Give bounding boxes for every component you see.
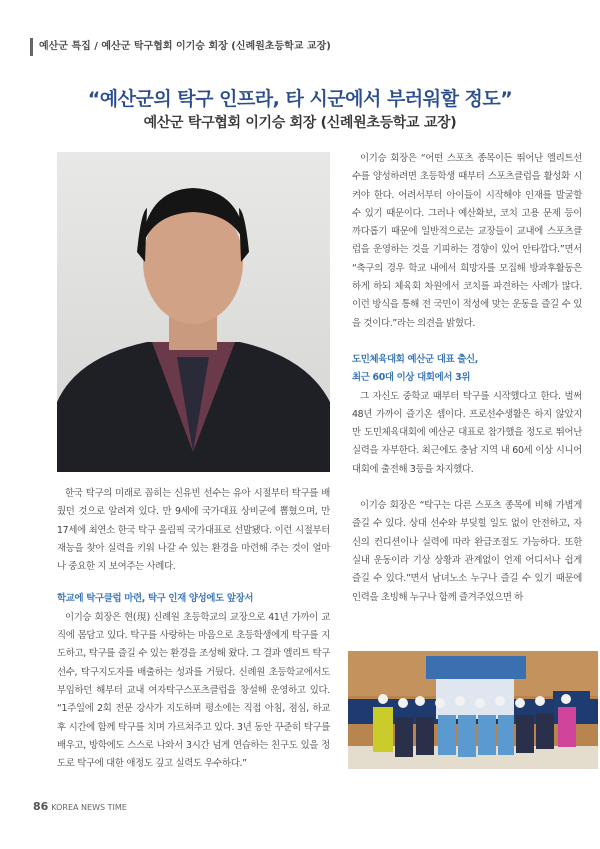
right-column bbox=[352, 150, 582, 607]
subheading: 도민체육대회 예산군 대표 출신, bbox=[352, 353, 478, 365]
publication-name: KOREA NEWS TIME bbox=[51, 803, 127, 812]
team-photo bbox=[348, 651, 598, 769]
body-paragraph: 이기승 회장은 현(現) 신례원 초등학교의 교장으로 41년 가까이 교직에 몸담고 있다. 탁구를 사랑하는 마음으로 초등학생에게 탁구를 지도하고, 탁구를 즐길 수 있는 환경을 조성해 왔다. 그 결과 엘리트 탁구선수, 탁구지도자를 배출하는 성과를 거뒀다. 신례원 초등학교에서도 부임하던 해부터 교내 여자탁구스포츠클럽을 창설해 운영하고 있다. “1주일에 2회 전문 강사가 지도하며 평소에는 직접 아침, 점심, 하교 후 시간에 함께 탁구를 치며 가르쳐주고 있다. 3년 동안 꾸준히 탁구를 배우고, 방학에도 스스로 나와서 3시간 넘게 연습하는 친구도 있을 정도로 탁구에 대한 애정도 깊고 실력도 우수하다.” bbox=[57, 611, 330, 770]
subheading: 최근 60대 이상 대회에서 3위 bbox=[352, 372, 471, 384]
page-footer bbox=[33, 800, 127, 813]
article-title: “예산군의 탁구 인프라, 타 시군에서 부러워할 정도” bbox=[87, 88, 513, 110]
article-subtitle: 예산군 탁구협회 이기승 회장 (신례원초등학교 교장) bbox=[143, 115, 457, 131]
section-header: 예산군 특집 / 예산군 탁구협회 이기승 회장 (신례원초등학교 교장) bbox=[30, 38, 331, 56]
page-number: 86 bbox=[33, 800, 49, 813]
portrait-photo bbox=[57, 152, 330, 472]
body-paragraph: 이기승 회장은 “어떤 스포츠 종목이든 뛰어난 엘리트선수를 양성하려면 초등학생 때부터 스포츠클럽을 활성화 시켜야 한다. 어려서부터 아이들이 시작해야 인재를 발굴할 수 있기 때문이다. 그러나 예산확보, 코치 고용 문제 등이 까다롭기 때문에 일반적으로는 교장들이 교내에 스포츠클럽을 운영하는 것을 기피하는 경향이 있어 안타깝다.”면서 “축구의 경우 학교 내에서 희망자를 모집해 방과후활동은 하게 하되 체육회 차원에서 코치를 파견하는 사례가 많다. 이런 방식을 통해 전 국민이 적성에 맞는 운동을 즐길 수 있을 것이다.”라는 의견을 밝혔다. bbox=[352, 153, 582, 329]
body-paragraph: 한국 탁구의 미래로 꼽히는 신유빈 선수는 유아 시절부터 탁구를 배웠던 것으로 알려져 있다. 만 9세에 국가대표 상비군에 뽑혔으며, 만 17세에 최연소 한국 탁구 올림픽 국가대표로 선발됐다. 이런 시절부터 재능을 찾아 실력을 키워 나갈 수 있는 환경을 마련해 주는 것이 얼마나 중요한 지 보여주는 사례다. bbox=[57, 488, 330, 573]
body-paragraph: 이기승 회장은 “탁구는 다른 스포츠 종목에 비해 가볍게 즐길 수 있다. 상대 선수와 부딪힐 일도 없이 안전하고, 자신의 컨디션이나 실력에 따라 완급조절도 가능하다. 또한 실내 운동이라 기상 상황과 관계없이 언제 어디서나 쉽게 즐길 수 있다.”면서 남녀노소 누구나 즐길 수 있기 때문에 인력을 초빙해 누구나 함께 즐겨주었으면 하 bbox=[352, 500, 582, 603]
subheading: 학교에 탁구클럽 마련, 탁구 인재 양성에도 앞장서 bbox=[57, 593, 254, 605]
body-paragraph: 그 자신도 중학교 때부터 탁구를 시작했다고 한다. 벌써 48년 가까이 즐기온 셈이다. 프로선수생활은 하지 않았지만 도민체육대회에 예산군 대표로 참가했을 정도로 뛰어난 실력을 자부한다. 최근에도 충남 지역 내 60세 이상 시니어대회에 출전해 3등을 차지했다. bbox=[352, 390, 582, 475]
left-column bbox=[57, 485, 330, 773]
